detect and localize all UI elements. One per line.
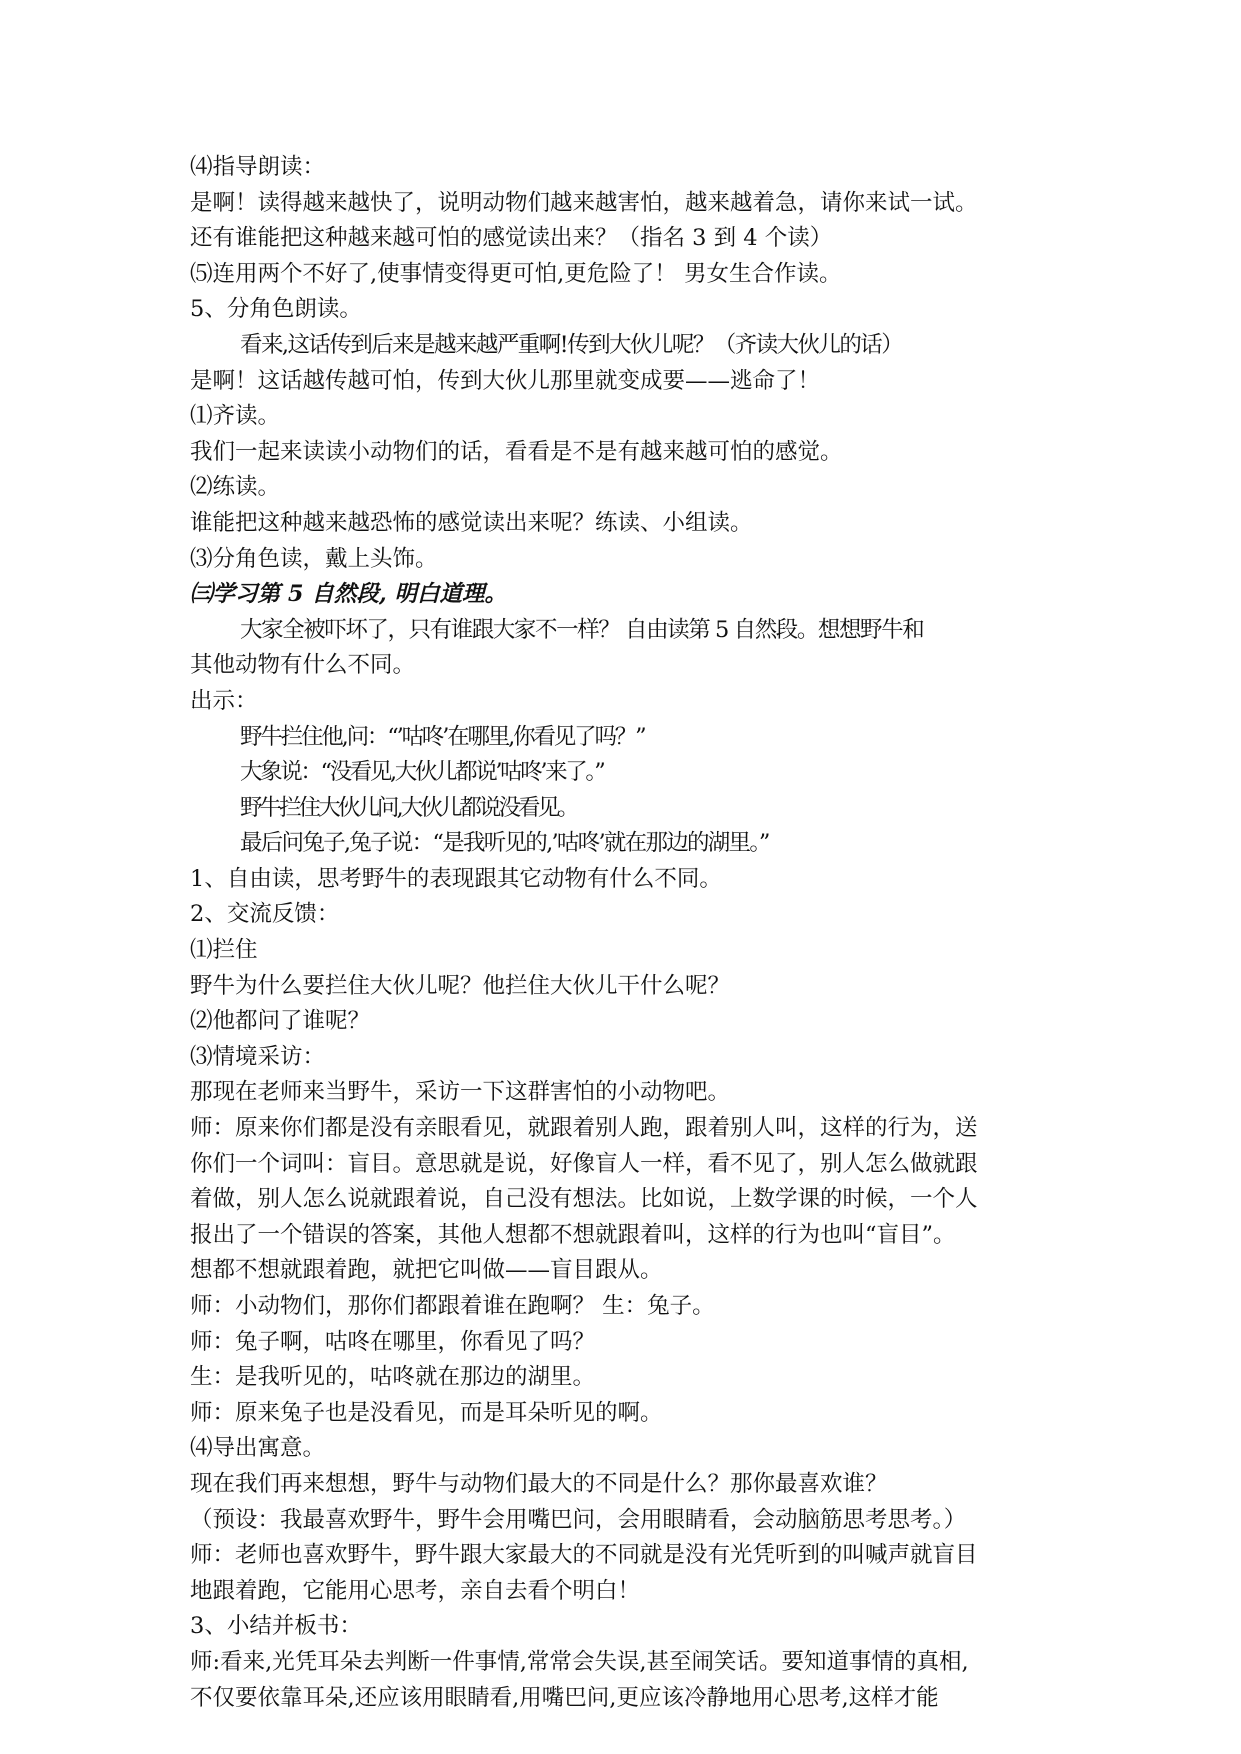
text-line: ⑸连用两个不好了,使事情变得更可怕,更危险了！ 男女生合作读。 — [190, 260, 842, 287]
text-line: ⑵练读。 — [190, 474, 281, 501]
text-line: 野牛拦住他,问：“’咕咚’在哪里,你看见了吗？” — [240, 723, 645, 750]
text-line: 是啊！这话越传越可怕，传到大伙儿那里就变成要——逃命了！ — [190, 367, 821, 394]
text-line: 你们一个词叫：盲目。意思就是说，好像盲人一样，看不见了，别人怎么做就跟 — [190, 1150, 978, 1177]
text-line: ⑷指导朗读： — [190, 154, 326, 180]
text-line: 师：原来你们都是没有亲眼看见，就跟着别人跑，跟着别人叫，这样的行为，送 — [190, 1115, 978, 1142]
text-line: 那现在老师来当野牛，采访一下这群害怕的小动物吧。 — [190, 1079, 731, 1106]
text-line: 野牛为什么要拦住大伙儿呢？他拦住大伙儿干什么呢？ — [190, 972, 731, 999]
text-line: 着做，别人怎么说就跟着说，自己没有想法。比如说，上数学课的时候，一个人 — [190, 1186, 978, 1213]
text-line: 还有谁能把这种越来越可怕的感觉读出来？（指名 3 到 4 个读） — [190, 225, 833, 252]
text-line: ⑶情境采访： — [190, 1043, 326, 1070]
text-line: 5、分角色朗读。 — [190, 296, 362, 323]
text-line: ⑵他都问了谁呢？ — [190, 1008, 371, 1035]
text-line: 2、交流反馈： — [190, 901, 340, 928]
text-line: 看来,这话传到后来是越来越严重啊!传到大伙儿呢？（齐读大伙儿的话） — [240, 331, 903, 358]
text-line: 师：小动物们，那你们都跟着谁在跑啊？ 生：兔子。 — [190, 1293, 715, 1319]
document-body — [190, 150, 1070, 1716]
text-line: 1、自由读，思考野牛的表现跟其它动物有什么不同。 — [190, 865, 722, 892]
text-line: 3、小结并板书： — [190, 1613, 362, 1640]
text-line: （预设：我最喜欢野牛，野牛会用嘴巴问，会用眼睛看，会动脑筋思考思考。） — [190, 1506, 967, 1533]
text-line: 生：是我听见的，咕咚就在那边的湖里。 — [190, 1364, 596, 1391]
text-line: 大象说：“没看见,大伙儿都说’咕咚’来了。” — [240, 759, 604, 786]
section-heading: ㈢学习第 5 自然段, 明白道理。 — [190, 581, 507, 608]
text-line: 是啊！读得越来越快了，说明动物们越来越害怕，越来越着急，请你来试一试。 — [190, 189, 978, 216]
text-line: 不仅要依靠耳朵,还应该用眼睛看,用嘴巴问,更应该冷静地用心思考,这样才能 — [190, 1684, 939, 1711]
text-line: ⑴拦住 — [190, 937, 258, 964]
text-line: ⑴齐读。 — [190, 403, 281, 430]
text-line: ⑶分角色读，戴上头饰。 — [190, 545, 438, 572]
text-line: 师：老师也喜欢野牛，野牛跟大家最大的不同就是没有光凭听到的叫喊声就盲目 — [190, 1542, 978, 1569]
text-line: 我们一起来读读小动物们的话，看看是不是有越来越可怕的感觉。 — [190, 438, 843, 465]
text-line: ⑷导出寓意。 — [190, 1435, 326, 1462]
text-line: 现在我们再来想想，野牛与动物们最大的不同是什么？那你最喜欢谁？ — [190, 1470, 888, 1497]
text-line: 师:看来,光凭耳朵去判断一件事情,常常会失误,甚至闹笑话。要知道事情的真相, — [190, 1648, 969, 1675]
text-line: 最后问兔子,兔子说：“是我听见的,’咕咚’就在那边的湖里。” — [240, 830, 769, 857]
text-line: 谁能把这种越来越恐怖的感觉读出来呢？练读、小组读。 — [190, 509, 753, 536]
text-line: 其他动物有什么不同。 — [190, 652, 416, 679]
text-line: 地跟着跑，它能用心思考，亲自去看个明白！ — [190, 1577, 641, 1604]
text-line: 野牛拦住大伙儿问,大伙儿都说没看见。 — [240, 794, 577, 821]
text-line: 想都不想就跟着跑，就把它叫做——盲目跟从。 — [190, 1257, 663, 1284]
text-line: 师：原来兔子也是没看见，而是耳朵听见的啊。 — [190, 1399, 663, 1426]
text-line: 大家全被吓坏了，只有谁跟大家不一样？ 自由读第 5 自然段。想想野牛和 — [240, 616, 924, 643]
text-line: 师：兔子啊，咕咚在哪里，你看见了吗？ — [190, 1328, 596, 1355]
text-line: 报出了一个错误的答案，其他人想都不想就跟着叫，这样的行为也叫“盲目”。 — [190, 1221, 956, 1248]
text-line: 出示： — [190, 687, 258, 714]
